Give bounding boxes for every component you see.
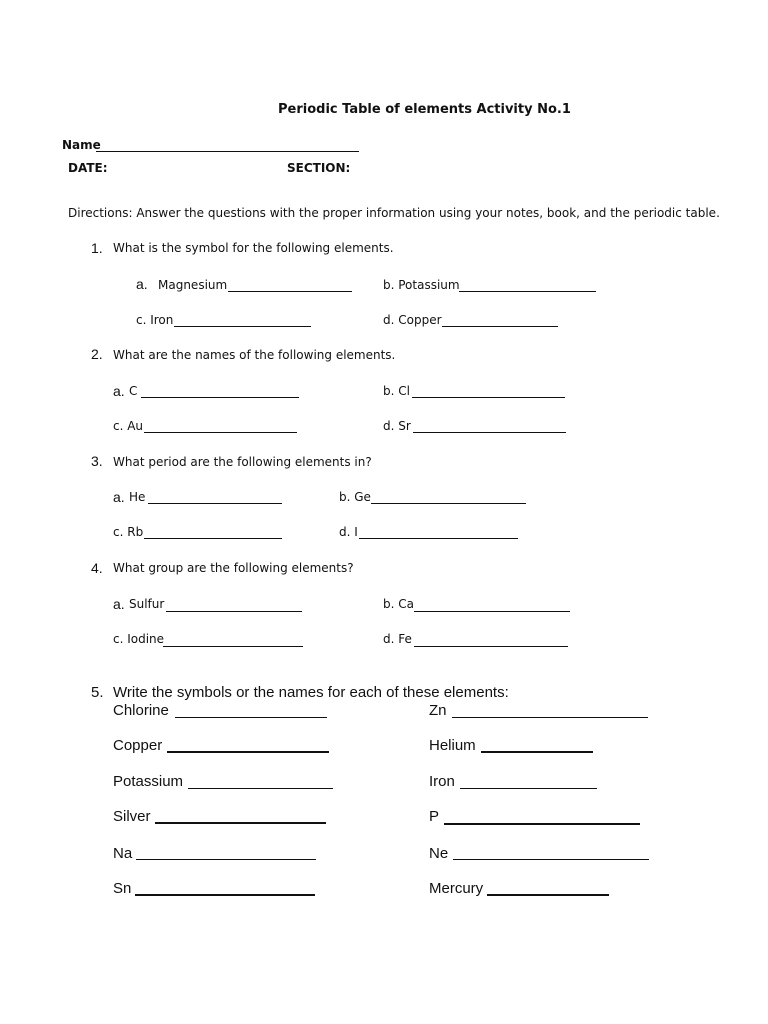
q1-a-answer-line[interactable] <box>228 291 352 292</box>
q5-right-item: Iron <box>429 773 455 790</box>
q1-c-answer-line[interactable] <box>174 326 311 327</box>
q5-left-answer-line[interactable] <box>167 751 329 753</box>
q4-d-answer-line[interactable] <box>414 646 568 647</box>
q1-d-label: d. Copper <box>383 313 442 327</box>
q5-left-item: Silver <box>113 808 151 825</box>
q2-text: What are the names of the following elements. <box>113 348 396 362</box>
section-label: SECTION: <box>287 161 351 175</box>
q5-left-answer-line[interactable] <box>135 894 315 896</box>
q2-a-letter: a. <box>113 383 125 399</box>
q5-right-item: Zn <box>429 702 447 719</box>
q3-b-answer-line[interactable] <box>371 503 526 504</box>
q5-right-answer-line[interactable] <box>444 823 640 825</box>
q2-a-label: C <box>129 384 138 398</box>
q3-d-label: d. I <box>339 525 358 539</box>
q4-c-label: c. Iodine <box>113 632 165 646</box>
q5-text: Write the symbols or the names for each of these elements: <box>113 684 509 701</box>
q5-right-item: Mercury <box>429 880 484 897</box>
q1-a-label: Magnesium <box>158 278 228 292</box>
q5-right-item: Ne <box>429 845 449 862</box>
q5-right-answer-line[interactable] <box>453 859 649 860</box>
q3-a-answer-line[interactable] <box>148 503 282 504</box>
q2-d-label: d. Sr <box>383 419 411 433</box>
q5-left-item: Chlorine <box>113 702 169 719</box>
directions: Directions: Answer the questions with the proper information using your notes, book, and the periodic table. <box>68 206 720 220</box>
q3-c-label: c. Rb <box>113 525 144 539</box>
q4-number: 4. <box>91 560 103 576</box>
q2-b-answer-line[interactable] <box>412 397 565 398</box>
name-field[interactable] <box>96 151 359 152</box>
q4-a-answer-line[interactable] <box>166 611 302 612</box>
q4-a-label: Sulfur <box>129 597 165 611</box>
q5-right-item: Helium <box>429 737 476 754</box>
page-title: Periodic Table of elements Activity No.1 <box>278 102 571 117</box>
q5-right-answer-line[interactable] <box>460 788 597 789</box>
q4-b-answer-line[interactable] <box>414 611 570 612</box>
q3-b-label: b. Ge <box>339 490 371 504</box>
q3-d-answer-line[interactable] <box>359 538 518 539</box>
q3-a-letter: a. <box>113 489 125 505</box>
q2-c-label: c. Au <box>113 419 144 433</box>
q2-number: 2. <box>91 346 103 362</box>
q4-b-label: b. Ca <box>383 597 414 611</box>
q5-left-answer-line[interactable] <box>175 717 327 718</box>
q5-left-answer-line[interactable] <box>136 859 316 860</box>
q3-a-label: He <box>129 490 146 504</box>
q1-c-label: c. Iron <box>136 313 174 327</box>
q1-b-answer-line[interactable] <box>459 291 596 292</box>
q4-c-answer-line[interactable] <box>163 646 303 647</box>
q3-text: What period are the following elements in? <box>113 455 372 469</box>
q5-right-answer-line[interactable] <box>481 751 593 753</box>
q1-d-answer-line[interactable] <box>442 326 558 327</box>
q1-a-letter: a. <box>136 276 148 292</box>
q5-left-item: Potassium <box>113 773 184 790</box>
q5-right-answer-line[interactable] <box>452 717 648 718</box>
q5-left-answer-line[interactable] <box>155 822 326 824</box>
q4-text: What group are the following elements? <box>113 561 354 575</box>
q5-right-item: P <box>429 808 440 825</box>
q1-text: What is the symbol for the following elements. <box>113 241 394 255</box>
q5-number: 5. <box>91 684 104 701</box>
q2-a-answer-line[interactable] <box>141 397 299 398</box>
q2-c-answer-line[interactable] <box>144 432 297 433</box>
q3-c-answer-line[interactable] <box>144 538 282 539</box>
q5-right-answer-line[interactable] <box>487 894 609 896</box>
q3-number: 3. <box>91 453 103 469</box>
q2-d-answer-line[interactable] <box>413 432 566 433</box>
date-label: DATE: <box>68 161 108 175</box>
q5-left-item: Copper <box>113 737 163 754</box>
q5-left-answer-line[interactable] <box>188 788 333 789</box>
q1-number: 1. <box>91 240 103 256</box>
q4-a-letter: a. <box>113 596 125 612</box>
q4-d-label: d. Fe <box>383 632 412 646</box>
q1-b-label: b. Potassium <box>383 278 460 292</box>
name-label: Name <box>62 138 101 152</box>
q5-left-item: Na <box>113 845 133 862</box>
q2-b-label: b. Cl <box>383 384 410 398</box>
q5-left-item: Sn <box>113 880 132 897</box>
